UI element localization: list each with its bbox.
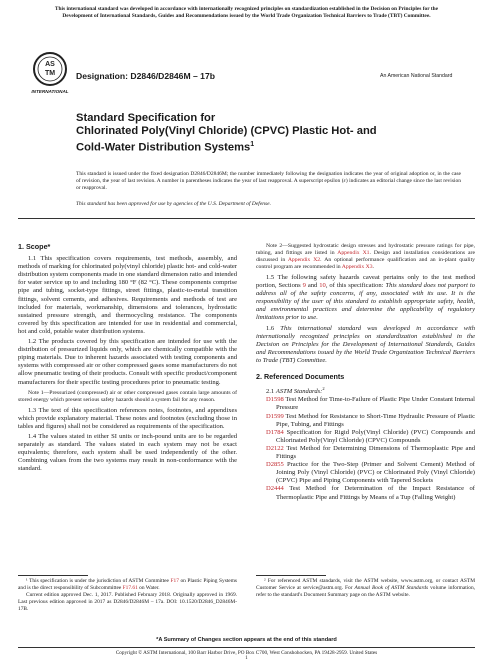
note-1: Note 1—Pressurized (compressed) air or other compressed gases contain large amounts of stored energy which present serious safety hazards should a system fail for any reason.: [18, 389, 237, 403]
reference-item: [266, 429, 475, 445]
title-line-1: Standard Specification for: [76, 112, 216, 124]
footnote-2-text-b: volume information, refer to the standard's Document Summary page on the ASTM website.: [256, 585, 476, 598]
appendix-x2-link[interactable]: Appendix X2: [287, 257, 321, 263]
scope-heading: 1. Scope*: [18, 242, 51, 251]
copyright-line: Copyright © ASTM International, 100 Barr Harbor Drive, PO Box C700, West Conshohocken, PA 19428-2959. United States: [115, 650, 378, 656]
footnote-divider-left: [18, 575, 88, 576]
header-divider: [18, 218, 475, 219]
f17-61-link[interactable]: F17.61: [122, 585, 138, 591]
title-footnote-ref: 1: [250, 141, 255, 148]
footnote-1-line-b: Current edition approved Dec. 1, 2017. Published February 2018. Originally approved in 1969. Last previous edition approved in 2017 as D2846/D2846M – 17a. DOI: 10.1520/D2846_D2846M-17B.: [18, 592, 237, 612]
footnote-2-body: [256, 578, 475, 599]
astm-label-text: ASTM Standards:: [275, 388, 323, 396]
paragraph-1-5-text-b: and: [305, 282, 320, 290]
paragraph-1-5: [256, 274, 475, 323]
paragraph-1-6-number: 1.6: [266, 324, 281, 332]
page-number: 1: [245, 656, 248, 661]
reference-title: Test Method for Determining Dimensions of Thermoplastic Pipe and Fittings: [276, 444, 475, 461]
footnote-1-text-a: ¹ This specification is under the jurisdiction of ASTM Committee: [26, 578, 171, 584]
title-line-3: [76, 138, 476, 155]
right-column: [256, 243, 475, 502]
note-2-text-d: .: [372, 264, 374, 270]
appendix-x3-link[interactable]: Appendix X3: [341, 264, 373, 270]
paragraph-1-1: 1.1 This specification covers requirements, test methods, assembly, and methods of marking for chlorinated poly(vinyl chloride) plastic hot- and cold-water distribution system components made in one standard dimension ratio and intended for water service up to and including 180 °F (82 °C). These components comprise pipe and tubing, socket-type fittings, street fittings, plastic-to-metal transition fittings, solvent cements, and adhesives. Requirements and methods of test are included for materials, workmanship, dimensions and tolerances, hydrostatic sustained pressure strength, and thermocycling resistance. The components covered by this specification are intended for use in residential and commercial, hot and cold, potable water distribution systems.: [18, 255, 237, 335]
svg-text:TM: TM: [44, 70, 56, 77]
section-9-link[interactable]: 9: [302, 282, 306, 290]
paragraph-1-2: 1.2 The products covered by this specification are intended for use with the distribution of pressurized liquids only, which are chemically compatible with the piping materials. Due to inherent hazards associated with testing components and systems with compressed air or other compressed gases some manufacturers do not allow pneumatic testing of their products. Consult with specific product/component manufacturers for their specific testing procedures prior to pneumatic testing.: [18, 338, 237, 386]
referenced-documents-heading: 2. Referenced Documents: [256, 372, 345, 382]
astm-label-number: 2.1: [266, 388, 276, 396]
reference-code-link[interactable]: D1599: [266, 412, 284, 420]
note-2: [256, 243, 475, 271]
reference-code-link[interactable]: D2855: [266, 461, 284, 469]
reference-title: Practice for the Two-Step (Primer and Solvent Cement) Method of Joining Poly (Vinyl Chloride) (PVC) or Chlorinated Poly (Vinyl Chloride) (CPVC) Pipe and Piping Components with Tapered Sockets: [276, 461, 475, 485]
astm-logo-icon: [30, 50, 70, 96]
summary-of-changes-notice: *A Summary of Changes section appears at the end of this standard: [156, 637, 337, 643]
left-column: [18, 243, 237, 473]
reference-title: Test Method for Determination of the Impact Resistance of Thermoplastic Pipe and Fittings by Means of a Tup (Falling Weight): [276, 485, 475, 501]
reference-item: [266, 485, 475, 501]
reference-item: [266, 461, 475, 485]
reference-title: Test Method for Resistance to Short-Time Hydraulic Pressure of Plastic Pipe, Tubing, and Fittings: [276, 412, 475, 428]
designation: Designation: D2846/D2846M – 17b: [76, 71, 215, 81]
astm-footnote-ref: 2: [322, 386, 325, 392]
reference-code-link[interactable]: D2122: [266, 444, 284, 452]
american-national-standard-label: An American National Standard: [380, 73, 453, 79]
footnote-2-text-a: ² For referenced ASTM standards, visit the ASTM website, www.astm.org, or contact ASTM Customer Service at service@astm.org. For: [256, 578, 475, 591]
safety-caveat: This standard does not purport to address all of the safety concerns, if any, associated with its use. It is the responsibility of the user of this standard to establish appropriate safety, health, and environmental practices and determine the applicability of regulatory limitations prior to use.: [256, 282, 475, 322]
reference-code-link[interactable]: D1598: [266, 396, 284, 404]
astm-logo: [30, 50, 70, 96]
footnote-1-line-a: [18, 578, 237, 592]
reference-list: [256, 396, 475, 501]
annual-book-title: Annual Book of ASTM Standards: [354, 585, 429, 591]
reference-title: Test Method for Time-to-Failure of Plastic Pipe Under Constant Internal Pressure: [276, 396, 475, 412]
appendix-x1-link[interactable]: Appendix X1: [337, 250, 370, 256]
section-10-link[interactable]: 10: [319, 282, 326, 290]
paragraph-1-4: 1.4 The values stated in either SI units or inch-pound units are to be regarded separately as standard. The values stated in each system may not be exact equivalents; therefore, each system shall be used independently of the other. Combining values from the two systems may result in non-conformance with the standard.: [18, 432, 237, 473]
reference-item: [266, 396, 475, 412]
tbt-statement: This international standard was developed in accordance with internationally recognized principles on standardization established in the Decision on Principles for the Development of International Standards, Guides and Recommendations issued by the World Trade Organization Technical Barriers to Trade (TBT) Committee.: [256, 324, 475, 364]
footnote-1-text-b: on Plastic Piping Systems and is the direct responsibility of Subcommittee: [18, 578, 237, 591]
paragraph-1-3: 1.3 The text of this specification references notes, footnotes, and appendixes which provide explanatory material. These notes and footnotes (excluding those in tables and figures) shall not be considered as requirements of the specification.: [18, 406, 237, 430]
note-2-text-a: Note 2—Suggested hydrostatic design stresses and hydrostatic pressure ratings for pipe, tubing, and fittings are listed in: [256, 243, 475, 256]
svg-text:AS: AS: [45, 61, 55, 68]
title-line-2: Chlorinated Poly(Vinyl Chloride) (CPVC) Plastic Hot- and: [76, 125, 377, 137]
footnote-divider-right: [256, 575, 326, 576]
note-2-text-c: . An optional performance qualification and an in-plant quality control program are recommended in: [256, 257, 475, 270]
astm-standards-label: [256, 385, 475, 396]
paragraph-1-5-text-a: 1.5 The following safety hazards caveat pertains only to the test method portion, Sections: [256, 274, 475, 290]
dod-approval-statement: This standard has been approved for use by agencies of the U.S. Department of Defense.: [76, 201, 271, 207]
footnote-1: [18, 578, 237, 613]
document-title: [76, 112, 476, 155]
reference-item: [266, 413, 475, 429]
note-2-text-b: . Design and installation considerations are discussed in: [256, 250, 475, 263]
issuance-statement: This standard is issued under the fixed designation D2846/D2846M; the number immediately following the designation indicates the year of original adoption or, in the case of revision, the year of last revision. A number in parentheses indicates the year of last reapproval. A superscript epsilon (ε) indicates an editorial change since the last revision or reapproval.: [76, 171, 461, 192]
footnote-1-text-c: on Water.: [137, 585, 160, 591]
footer-divider: [18, 647, 475, 648]
f17-link[interactable]: F17: [170, 578, 179, 584]
svg-text:INTERNATIONAL: INTERNATIONAL: [31, 89, 69, 94]
reference-item: [266, 445, 475, 461]
reference-title: Specification for Rigid Poly(Vinyl Chloride) (PVC) Compounds and Chlorinated Poly(Vinyl Chloride) (CPVC) Compounds: [276, 428, 475, 444]
tbt-notice: This international standard was developed in accordance with internationally recognized principles on standardization established in the Decision on Principles for the Development of International Standards, Guides and Recommendations issued by the World Trade Organization Technical Barriers to Trade (TBT) Committee.: [54, 6, 439, 19]
title-line-3-text: Cold-Water Distribution Systems: [76, 141, 251, 154]
footnote-2: [256, 578, 475, 599]
reference-code-link[interactable]: D1784: [266, 428, 284, 436]
reference-code-link[interactable]: D2444: [266, 485, 284, 493]
paragraph-1-5-text-c: , of this specification:: [325, 282, 386, 290]
paragraph-1-6: [256, 325, 475, 365]
